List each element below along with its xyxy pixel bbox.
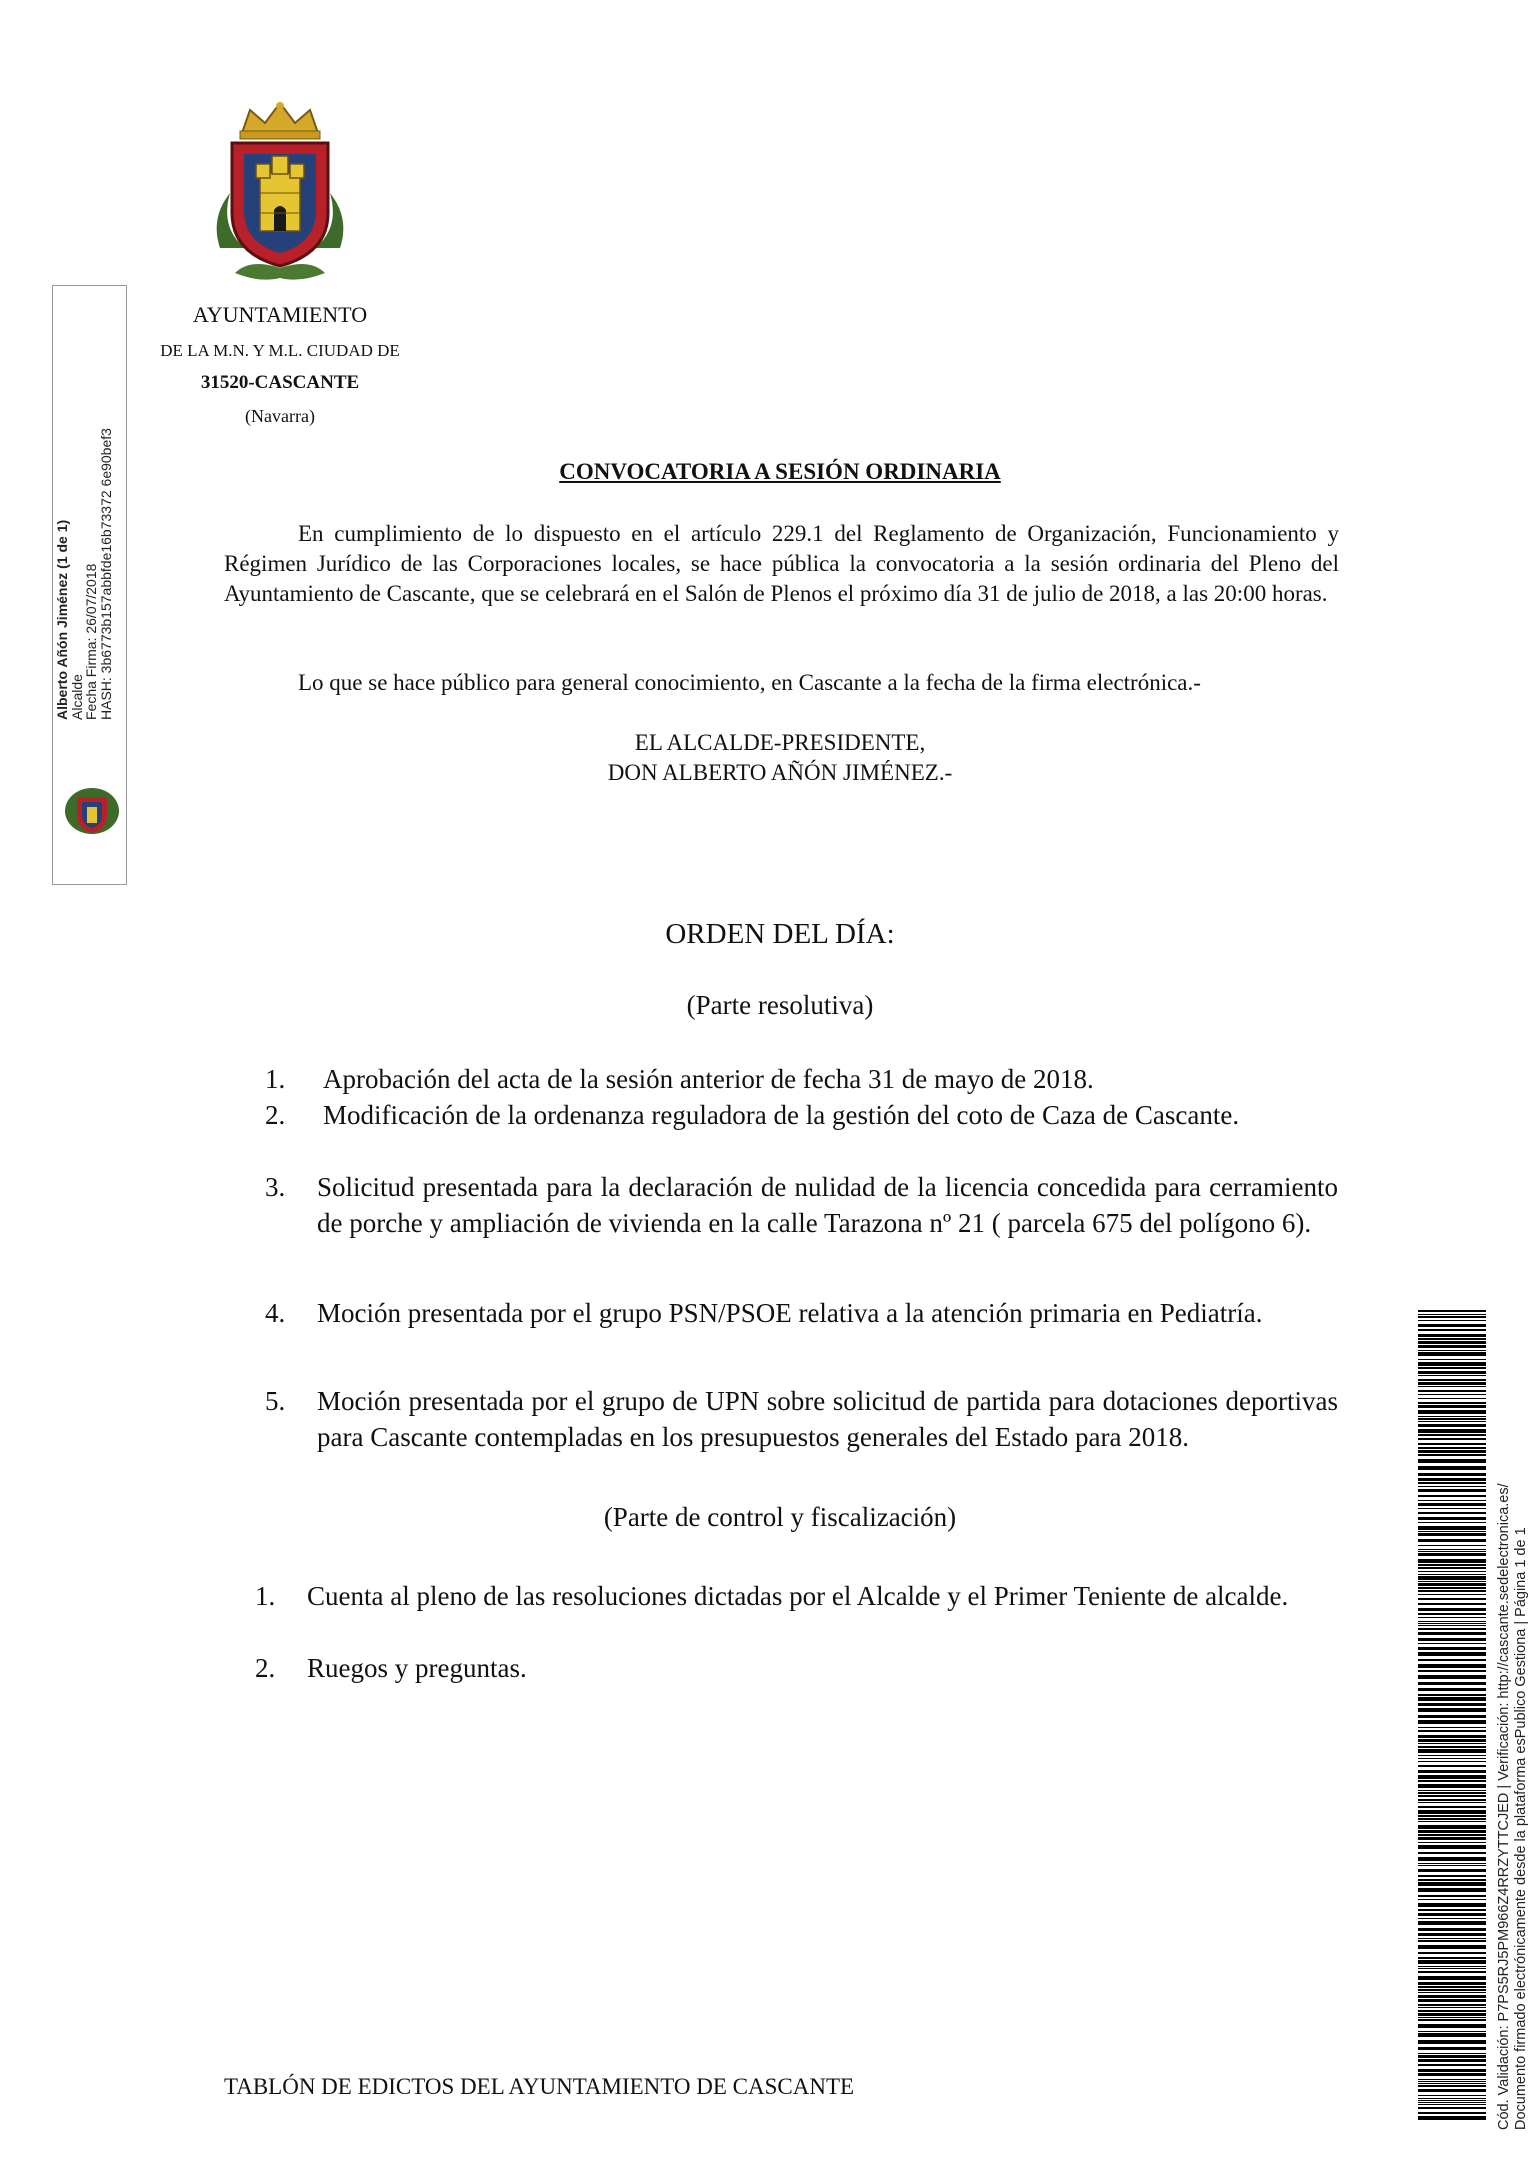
coat-of-arms-icon xyxy=(210,98,350,290)
header-org: AYUNTAMIENTO xyxy=(192,302,368,327)
item-number: 2. xyxy=(265,1100,286,1130)
parte-control-heading: (Parte de control y fiscalización) xyxy=(603,1502,957,1532)
item-text: Ruegos y preguntas. xyxy=(307,1653,527,1683)
signature-text xyxy=(55,400,113,720)
signature-hash: HASH: 3b6773b157abbfde16b73372 6e90bef3 xyxy=(97,428,114,720)
item-text: Cuenta al pleno de las resoluciones dictadas por el Alcalde y el Primer Teniente de alcalde. xyxy=(307,1581,1289,1611)
parte-resolutiva-heading: (Parte resolutiva) xyxy=(686,990,874,1020)
barcode-icon xyxy=(1418,1310,1486,2120)
item-number: 5. xyxy=(265,1386,286,1416)
header-province: (Navarra) xyxy=(245,406,315,426)
verification-line-2: Documento firmado electrónicamente desde la plataforma esPublico Gestiona | Página 1 de 1 xyxy=(1513,1527,1529,2130)
list-item xyxy=(265,1295,1338,1331)
item-number: 1. xyxy=(255,1581,276,1611)
item-text: Modificación de la ordenanza reguladora de la gestión del coto de Caza de Cascante. xyxy=(323,1100,1240,1130)
footer-text: TABLÓN DE EDICTOS DEL AYUNTAMIENTO DE CASCANTE xyxy=(224,2074,855,2099)
item-number: 1. xyxy=(265,1064,286,1094)
item-text: Aprobación del acta de la sesión anterior de fecha 31 de mayo de 2018. xyxy=(323,1064,1094,1094)
seal-icon xyxy=(63,785,121,837)
list-item xyxy=(265,1061,1338,1097)
signature-date: Fecha Firma: 26/07/2018 xyxy=(83,563,99,720)
item-text: Moción presentada por el grupo de UPN sobre solicitud de partida para dotaciones deportivas para Cascante contempladas en los presupuestos generales del Estado para 2018. xyxy=(317,1386,1338,1452)
intro-paragraph: En cumplimiento de lo dispuesto en el artículo 229.1 del Reglamento de Organización, Funcionamiento y Régimen Jurídico de las Corporaciones locales, se hace pública la convocatoria a la sesión ordinaria del Pleno del Ayuntamiento de Cascante, que se celebrará en el Salón de Plenos el próximo día 31 de julio de 2018, a las 20:00 horas. xyxy=(224,521,1339,606)
item-text: Solicitud presentada para la declaración de nulidad de la licencia concedida para cerramiento de porche y ampliación de vivienda en la calle Tarazona nº 21 ( parcela 675 del polígono 6). xyxy=(317,1172,1338,1238)
signer-role: Alcalde xyxy=(68,674,85,720)
document-title: CONVOCATORIA A SESIÓN ORDINARIA xyxy=(559,459,1001,484)
verification-line-1: Cód. Validación: P7PS5RJ5PM966Z4RRZYTTCJED | Verificación: http://cascante.sedelectronica.es/ xyxy=(1496,1483,1512,2130)
signer-name: Alberto Añón Jiménez (1 de 1) xyxy=(54,519,70,720)
item-number: 4. xyxy=(265,1298,286,1328)
list-item xyxy=(265,1169,1338,1241)
signature-name: DON ALBERTO AÑÓN JIMÉNEZ.- xyxy=(607,760,953,785)
signature-title: EL ALCALDE-PRESIDENTE, xyxy=(634,730,926,755)
list-item xyxy=(255,1578,1338,1614)
header-ciudad: DE LA M.N. Y M.L. CIUDAD DE xyxy=(160,341,400,360)
public-notice: Lo que se hace público para general conocimiento, en Cascante a la fecha de la firma electrónica.- xyxy=(298,670,1201,695)
verification-text xyxy=(1496,1310,1530,2130)
item-number: 2. xyxy=(255,1653,276,1683)
list-item xyxy=(265,1097,1338,1133)
list-item xyxy=(255,1650,1338,1686)
list-item xyxy=(265,1383,1338,1455)
orden-title: ORDEN DEL DÍA: xyxy=(665,918,895,950)
item-number: 3. xyxy=(265,1172,286,1202)
header-city: 31520-CASCANTE xyxy=(200,372,360,393)
item-text: Moción presentada por el grupo PSN/PSOE relativa a la atención primaria en Pediatría. xyxy=(317,1298,1263,1328)
